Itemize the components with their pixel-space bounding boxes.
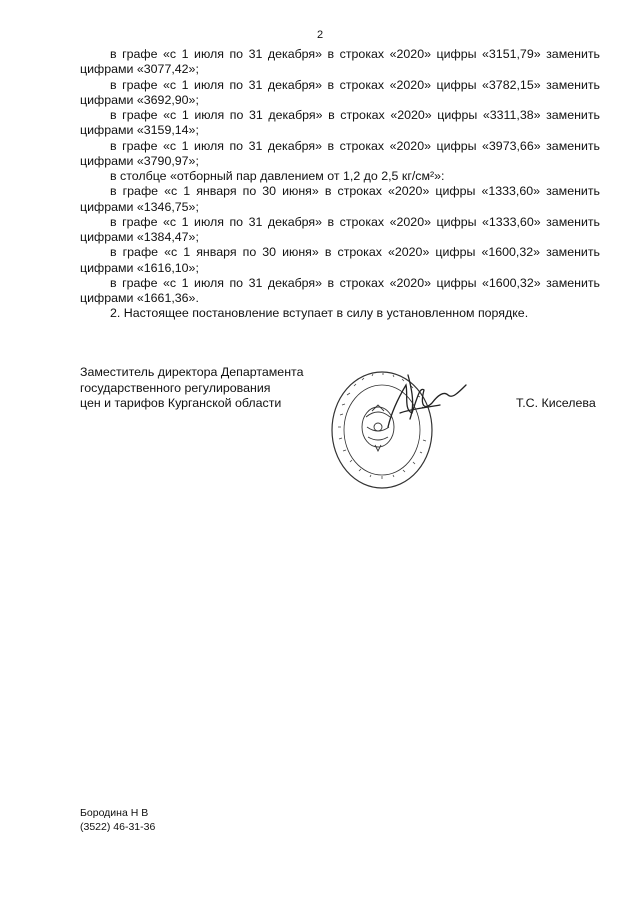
footer-author: Бородина Н В	[80, 807, 149, 819]
paragraph: в графе «с 1 июля по 31 декабря» в строках «2020» цифры «1600,32» заменить цифрами «1661,36».	[80, 275, 600, 305]
document-body	[80, 47, 600, 322]
paragraph: в графе «с 1 июля по 31 декабря» в строках «2020» цифры «3151,79» заменить цифрами «3077,42»;	[80, 47, 600, 77]
footer-phone: (3522) 46-31-36	[80, 821, 156, 833]
signatory-title-line: Заместитель директора Департамента	[80, 365, 304, 379]
signatory-title-line: государственного регулирования	[80, 380, 271, 395]
signatory-title	[80, 365, 303, 412]
paragraph: в графе «с 1 января по 30 июня» в строках «2020» цифры «1600,32» заменить цифрами «1616,10»;	[80, 245, 600, 275]
signatory-name: Т.С. Киселева	[516, 396, 596, 410]
page-number: 2	[316, 29, 324, 41]
paragraph-effective-clause: 2. Настоящее постановление вступает в силу в установленном порядке.	[110, 306, 529, 321]
paragraph: в графе «с 1 июля по 31 декабря» в строках «2020» цифры «3973,66» заменить цифрами «3790,97»;	[80, 138, 600, 168]
official-seal-icon	[320, 355, 480, 500]
signatory-title-line: цен и тарифов Курганской области	[80, 396, 282, 410]
paragraph: в графе «с 1 января по 30 июня» в строках «2020» цифры «1333,60» заменить цифрами «1346,75»;	[80, 184, 600, 214]
paragraph: в графе «с 1 июля по 31 декабря» в строках «2020» цифры «3782,15» заменить цифрами «3692,90»;	[80, 77, 600, 107]
paragraph: в графе «с 1 июля по 31 декабря» в строках «2020» цифры «1333,60» заменить цифрами «1384,47»;	[80, 214, 600, 244]
paragraph: в графе «с 1 июля по 31 декабря» в строках «2020» цифры «3311,38» заменить цифрами «3159,14»;	[80, 108, 600, 138]
paragraph: в столбце «отборный пар давлением от 1,2 до 2,5 кг/см²»:	[110, 169, 445, 183]
document-footer	[80, 806, 155, 834]
